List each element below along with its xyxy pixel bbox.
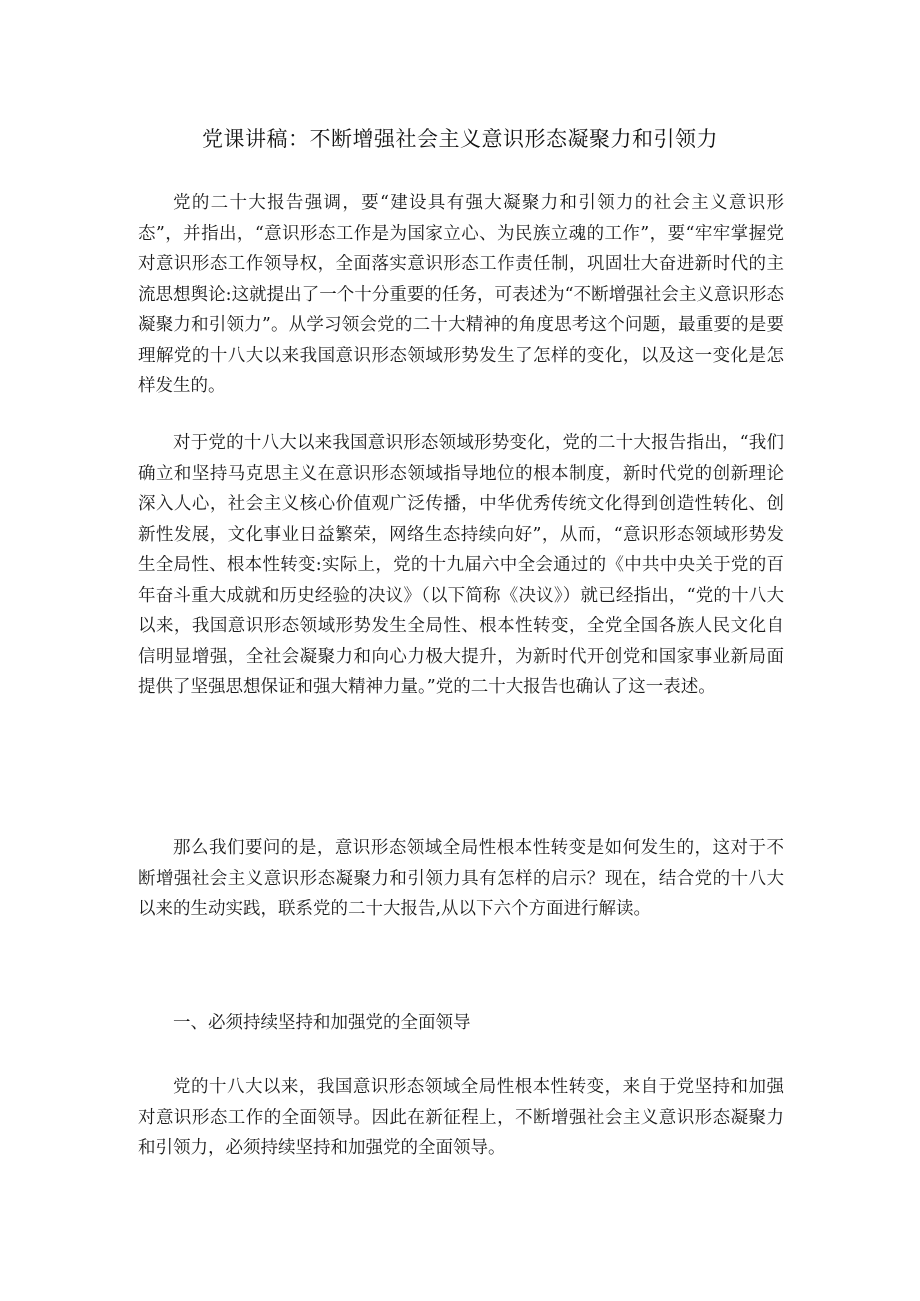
paragraph-situation-change: 对于党的十八大以来我国意识形态领域形势变化，党的二十大报告指出，“我们确立和坚持马克思主义在意识形态领域指导地位的根本制度，新时代党的创新理论深入人心，社会主义核心价值观广泛传播，中华优秀传统文化得到创造性转化、创新性发展，文化事业日益繁荣，网络生态持续向好”，从而，“意识形态领域形势发生全局性、根本性转变:实际上，党的十九届六中全会通过的《中共中央关于党的百年奋斗重大成就和历史经验的决议》（以下简称《决议》）就已经指出，“党的十八大以来，我国意识形态领域形势发生全局性、根本性转变，全党全国各族人民文化自信明显增强，全社会凝聚力和向心力极大提升，为新时代开创党和国家事业新局面提供了坚强思想保证和强大精神力量。”党的二十大报告也确认了这一表述。 [138, 433, 784, 697]
paragraph-section-1: 党的十八大以来，我国意识形态领域全局性根本性转变，来自于党坚持和加强对意识形态工作的全面领导。因此在新征程上，不断增强社会主义意识形态凝聚力和引领力，必须持续坚持和加强党的全面领导。 [138, 1077, 784, 1158]
paragraph-intro: 党的二十大报告强调，要“建设具有强大凝聚力和引领力的社会主义意识形态”，并指出，“意识形态工作是为国家立心、为民族立魂的工作”，要“牢牢掌握党对意识形态工作领导权，全面落实意识形态工作责任制，巩固壮大奋进新时代的主流思想舆论:这就提出了一个十分重要的任务，可表述为“不断增强社会主义意识形态凝聚力和引领力”。从学习领会党的二十大精神的角度思考这个问题，最重要的是要理解党的十八大以来我国意识形态领域形势发生了怎样的变化，以及这一变化是怎样发生的。 [138, 193, 784, 396]
section-heading-1: 一、必须持续坚持和加强党的全面领导 [173, 1013, 471, 1033]
document-title: 党课讲稿：不断增强社会主义意识形态凝聚力和引领力 [202, 127, 718, 151]
paragraph-question: 那么我们要问的是，意识形态领域全局性根本性转变是如何发生的，这对于不断增强社会主义意识形态凝聚力和引领力具有怎样的启示？现在，结合党的十八大以来的生动实践，联系党的二十大报告,从以下六个方面进行解读。 [138, 838, 784, 919]
